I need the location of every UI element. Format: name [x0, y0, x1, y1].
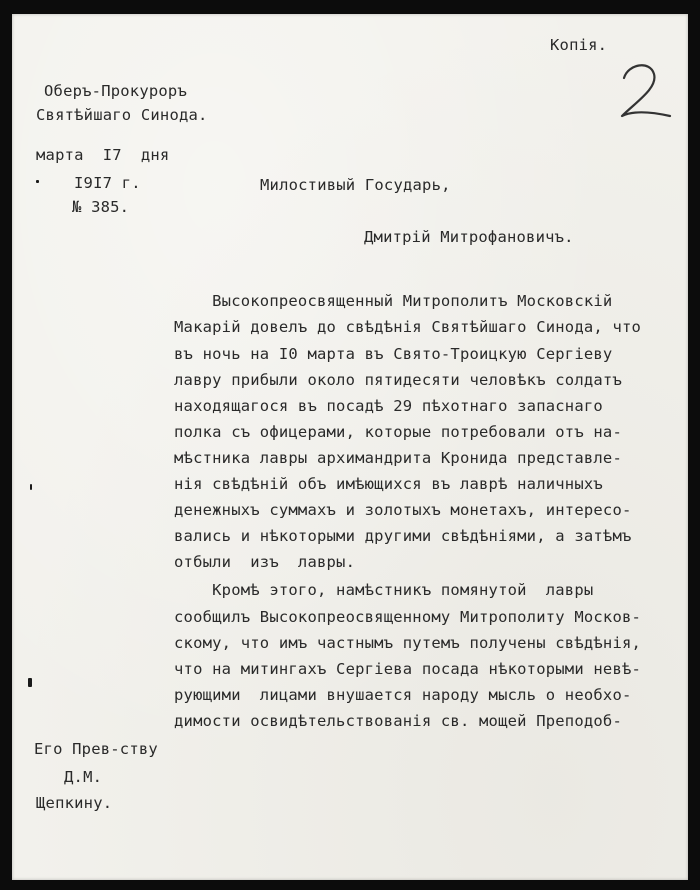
body-line: денежныхъ суммахъ и золотыхъ монетахъ, интересо- — [174, 501, 632, 519]
ink-mark — [28, 678, 32, 687]
addressee-name: Дмитрій Митрофановичъ. — [364, 228, 574, 246]
body-line: димости освидѣтельствованія св. мощей Преподоб- — [174, 712, 622, 730]
body-line: рующими лицами внушается народу мысль о необхо- — [174, 686, 632, 704]
body-line: Кромѣ этого, намѣстникъ помянутой лавры — [174, 581, 594, 599]
addressee-initials: Д.М. — [64, 768, 103, 786]
body-line: въ ночь на I0 марта въ Свято-Троицкую Сергіеву — [174, 345, 613, 363]
addressee-rank: Его Прев-ству — [34, 740, 158, 758]
body-line: полка съ офицерами, которые потребовали отъ на- — [174, 423, 622, 441]
copy-label: Копія. — [550, 36, 608, 54]
body-line: отбыли изъ лавры. — [174, 553, 356, 571]
body-line: Высокопреосвященный Митрополитъ Московскій — [174, 292, 613, 310]
body-line: лавру прибыли около пятидесяти человѣкъ солдатъ — [174, 371, 622, 389]
body-line: мѣстника лавры архимандрита Кронида представле- — [174, 449, 622, 467]
ink-mark — [36, 180, 39, 183]
salutation: Милостивый Государь, — [260, 176, 451, 194]
sender-institution: Святѣйшаго Синода. — [36, 106, 208, 124]
document-number: № 385. — [72, 198, 130, 216]
body-line: находящагося въ посадѣ 29 пѣхотнаго запаснаго — [174, 397, 603, 415]
body-line: Макарій довелъ до свѣдѣнія Святѣйшаго Синода, что — [174, 318, 642, 336]
document-page — [12, 14, 688, 880]
handwritten-page-number — [612, 58, 682, 128]
body-line: что на митингахъ Сергіева посада нѣкоторыми невѣ- — [174, 660, 642, 678]
sender-title: Оберъ-Прокуроръ — [44, 82, 187, 100]
body-line: скому, что имъ частнымъ путемъ получены свѣдѣнія, — [174, 634, 642, 652]
year-line: I9I7 г. — [74, 174, 141, 192]
body-line: вались и нѣкоторыми другими свѣдѣніями, а затѣмъ — [174, 527, 632, 545]
body-line: нія свѣдѣній объ имѣющихся въ лаврѣ наличныхъ — [174, 475, 603, 493]
date-line: марта I7 дня — [36, 146, 170, 164]
addressee-surname: Щепкину. — [36, 794, 113, 812]
body-line: сообщилъ Высокопреосвященному Митрополиту Москов- — [174, 608, 642, 626]
ink-mark — [30, 484, 32, 490]
